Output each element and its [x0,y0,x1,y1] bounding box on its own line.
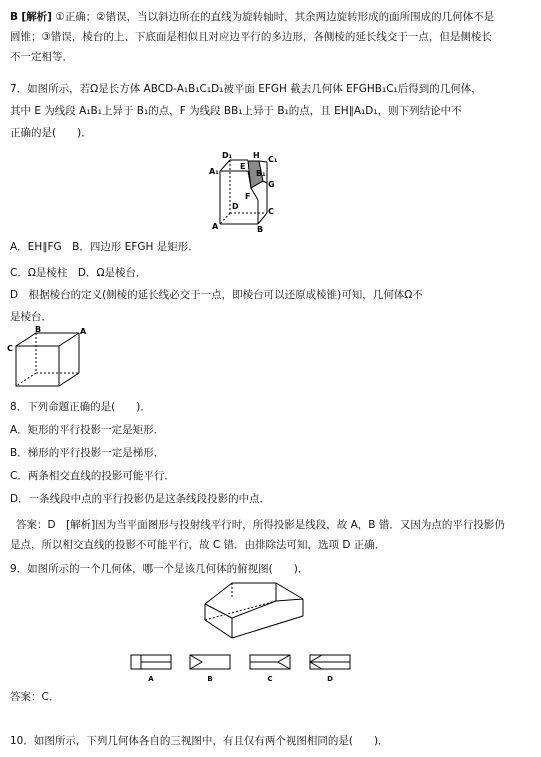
solution-tag: [解析] [21,11,52,23]
q8-option-c: C．两条相交直线的投影可能平行． [10,470,175,482]
q7-explanation-line1: D 根据棱台的定义(侧棱的延长线必交于一点，即棱台可以还原成棱锥)可知，几何体Ω不 [10,289,423,301]
label-b1: B₁ [256,169,266,178]
q8-answer-line1: 答案：D [解析]因为当平面图形与投射线平行时，所得投影是线段，故 A，B 错．又因为点的平行投影仍 [16,519,505,531]
q9-options-figure [128,652,358,686]
q7-stem-line2: 其中 E 为线段 A₁B₁上异于 B₁的点，F 为线段 BB₁上异于 B₁的点，且 EH∥A₁D₁，则下列结论中不 [10,105,462,117]
solution-b-line1: B [解析] ①正确；②错误，当以斜边所在的直线为旋转轴时，其余两边旋转形成的面所围成的几何体不是 [10,11,495,23]
option-c-label: C [267,675,273,683]
label-c1: C₁ [268,155,278,164]
q7-options-cd: C．Ω是棱柱 D．Ω是棱台． [10,267,147,279]
q7-box-figure [200,148,290,236]
q9-stem: 9．如图所示的一个几何体，哪一个是该几何体的俯视图( )． [10,563,309,575]
q7-explanation-line2: 是棱台． [10,311,52,323]
label-c: C [7,344,13,353]
label-d: D [232,202,239,211]
q7-options-ab: A．EH∥FG B．四边形 EFGH 是矩形． [10,241,199,253]
label-d1: D₁ [222,151,233,160]
solution-b-line3: 不一定相等． [10,51,73,63]
q10-stem: 10．如图所示，下列几何体各自的三视图中，有且仅有两个视图相同的是( )． [10,735,389,747]
q8-option-d: D．一条线段中点的平行投影仍是这条线段投影的中点． [10,493,271,505]
label-a1: A₁ [209,167,219,176]
q7-stem-line3: 正确的是( )． [10,127,92,139]
label-e: E [240,162,246,171]
q8-option-a: A．矩形的平行投影一定是矩形． [10,424,165,436]
label-a: A [80,327,87,336]
q8-option-b: B．梯形的平行投影一定是梯形． [10,447,165,459]
label-b: B [257,225,264,234]
label-c: C [268,207,274,216]
option-a-label: A [148,675,154,683]
q7-stem-line1: 7．如图所示，若Ω是长方体 ABCD-A₁B₁C₁D₁被平面 EFGH 截去几何体 EFGHB₁C₁后得到的几何体， [10,83,482,95]
label-h: H [253,151,260,160]
q8-answer-line2: 是点，所以相交直线的投影不可能平行，故 C 错．由排除法可知，选项 D 正确． [10,539,386,551]
option-b-label: B [207,675,213,683]
q7-prism-figure [6,326,96,394]
label-b: B [35,326,42,334]
q8-stem: 8．下列命题正确的是( )． [10,401,151,413]
option-d-label: D [327,675,333,683]
option-b-view [190,655,230,669]
label-f: F [245,192,251,201]
label-a: A [212,222,219,231]
solution-b-line2: 圆锥；③错误，棱台的上、下底面是相似且对应边平行的多边形，各侧棱的延长线交于一点，但是侧棱长 [10,31,492,43]
label-g: G [268,180,275,189]
q9-house-figure [200,576,315,644]
q9-answer: 答案：C． [10,691,60,703]
